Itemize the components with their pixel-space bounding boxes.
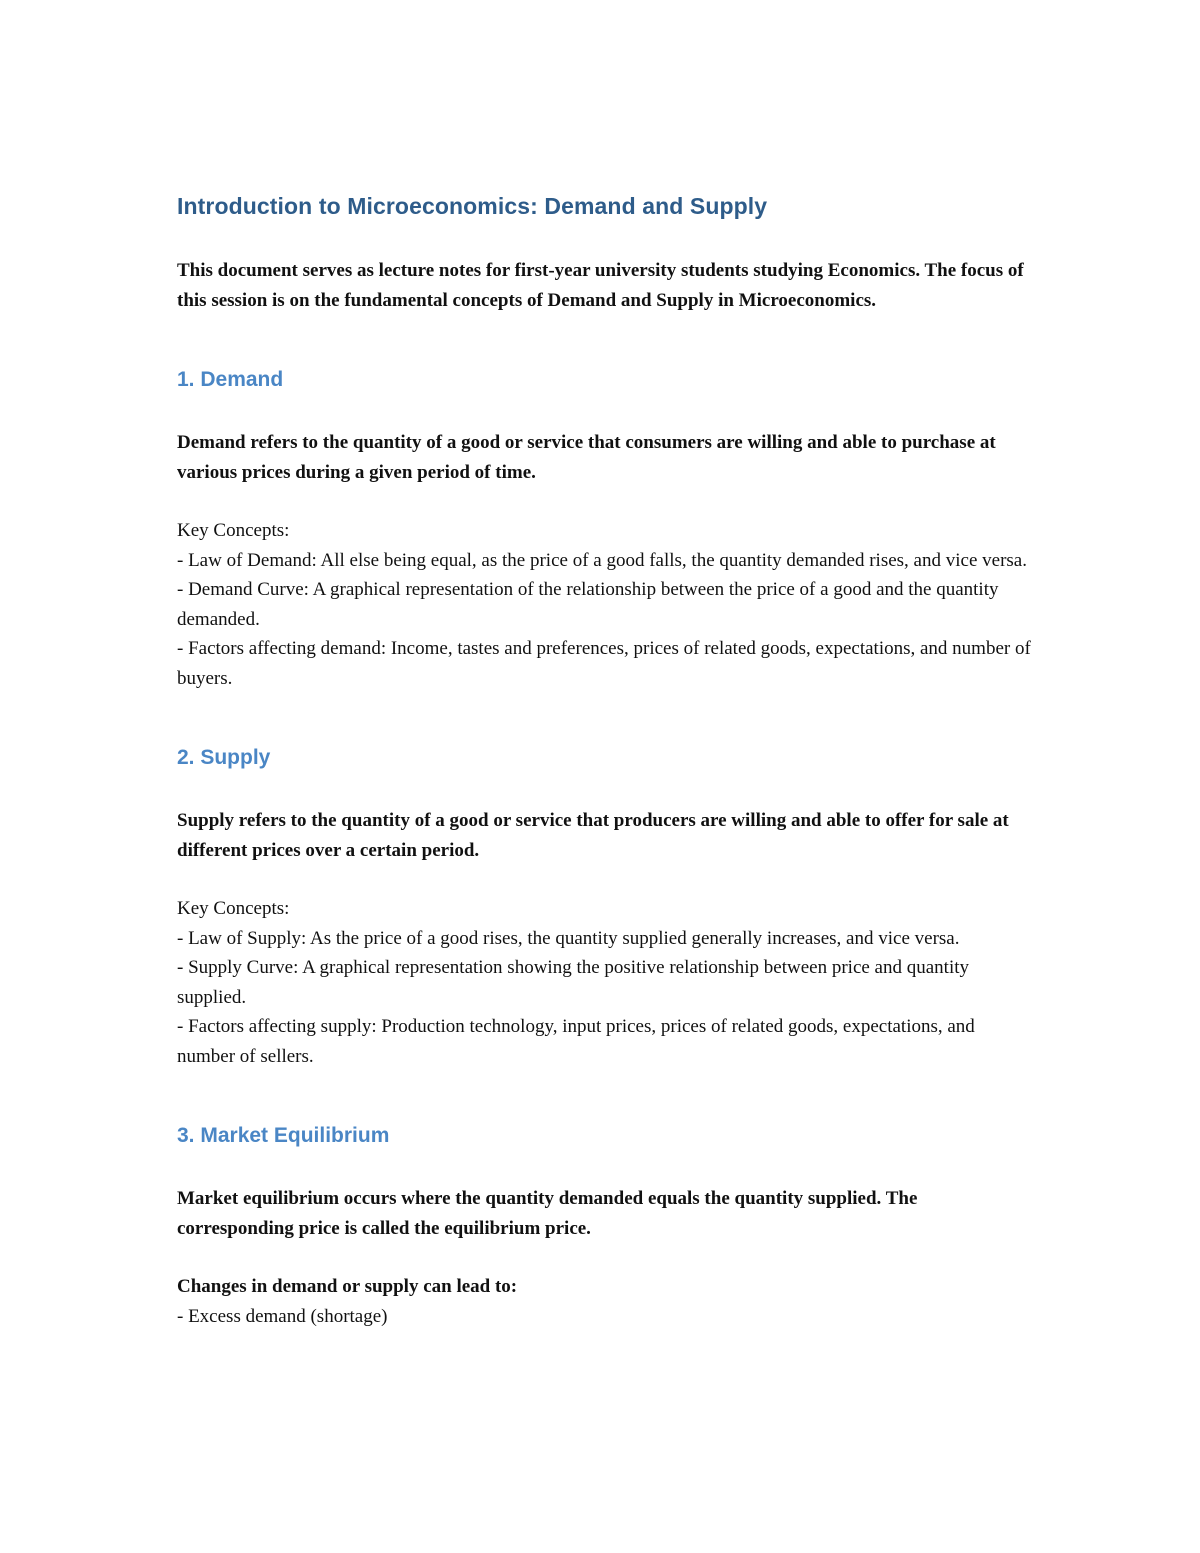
key-concepts-label: Key Concepts: xyxy=(177,520,290,541)
list-item: - Factors affecting supply: Production technology, input prices, prices of related goods, expectations, and number of sellers. xyxy=(177,1016,975,1067)
demand-key-concepts xyxy=(177,516,1037,693)
list-item: - Law of Supply: As the price of a good rises, the quantity supplied generally increases, and vice versa. xyxy=(177,927,960,949)
changes-label: Changes in demand or supply can lead to: xyxy=(177,1276,518,1297)
list-item: - Supply Curve: A graphical representation showing the positive relationship between price and quantity supplied. xyxy=(177,957,970,1008)
list-item: - Law of Demand: All else being equal, as the price of a good falls, the quantity demanded rises, and vice versa. xyxy=(177,549,1027,571)
section-heading-market-equilibrium: 3. Market Equilibrium xyxy=(177,1124,390,1147)
market-equilibrium-definition: Market equilibrium occurs where the quantity demanded equals the quantity supplied. The corresponding price is called the equilibrium price. xyxy=(177,1188,918,1239)
list-item: - Factors affecting demand: Income, tastes and preferences, prices of related goods, expectations, and number of buyers. xyxy=(177,638,1031,689)
intro-paragraph: This document serves as lecture notes for first-year university students studying Economics. The focus of this session is on the fundamental concepts of Demand and Supply in Microeconomics. xyxy=(177,260,1024,311)
changes-list xyxy=(177,1302,1037,1332)
supply-concept-list xyxy=(177,924,1037,1072)
list-item: - Excess demand (shortage) xyxy=(177,1305,388,1327)
document-title: Introduction to Microeconomics: Demand and Supply xyxy=(177,193,768,219)
supply-key-concepts xyxy=(177,894,1037,1071)
equilibrium-changes xyxy=(177,1272,1037,1331)
section-heading-supply: 2. Supply xyxy=(177,746,271,769)
demand-concept-list xyxy=(177,546,1037,694)
document-content xyxy=(177,190,1037,1331)
list-item: - Demand Curve: A graphical representation of the relationship between the price of a good and the quantity demanded. xyxy=(177,579,999,630)
supply-definition: Supply refers to the quantity of a good or service that producers are willing and able to offer for sale at different prices over a certain period. xyxy=(177,810,1009,861)
demand-definition: Demand refers to the quantity of a good or service that consumers are willing and able to purchase at various prices during a given period of time. xyxy=(177,432,996,483)
section-heading-demand: 1. Demand xyxy=(177,368,284,391)
key-concepts-label: Key Concepts: xyxy=(177,898,290,919)
